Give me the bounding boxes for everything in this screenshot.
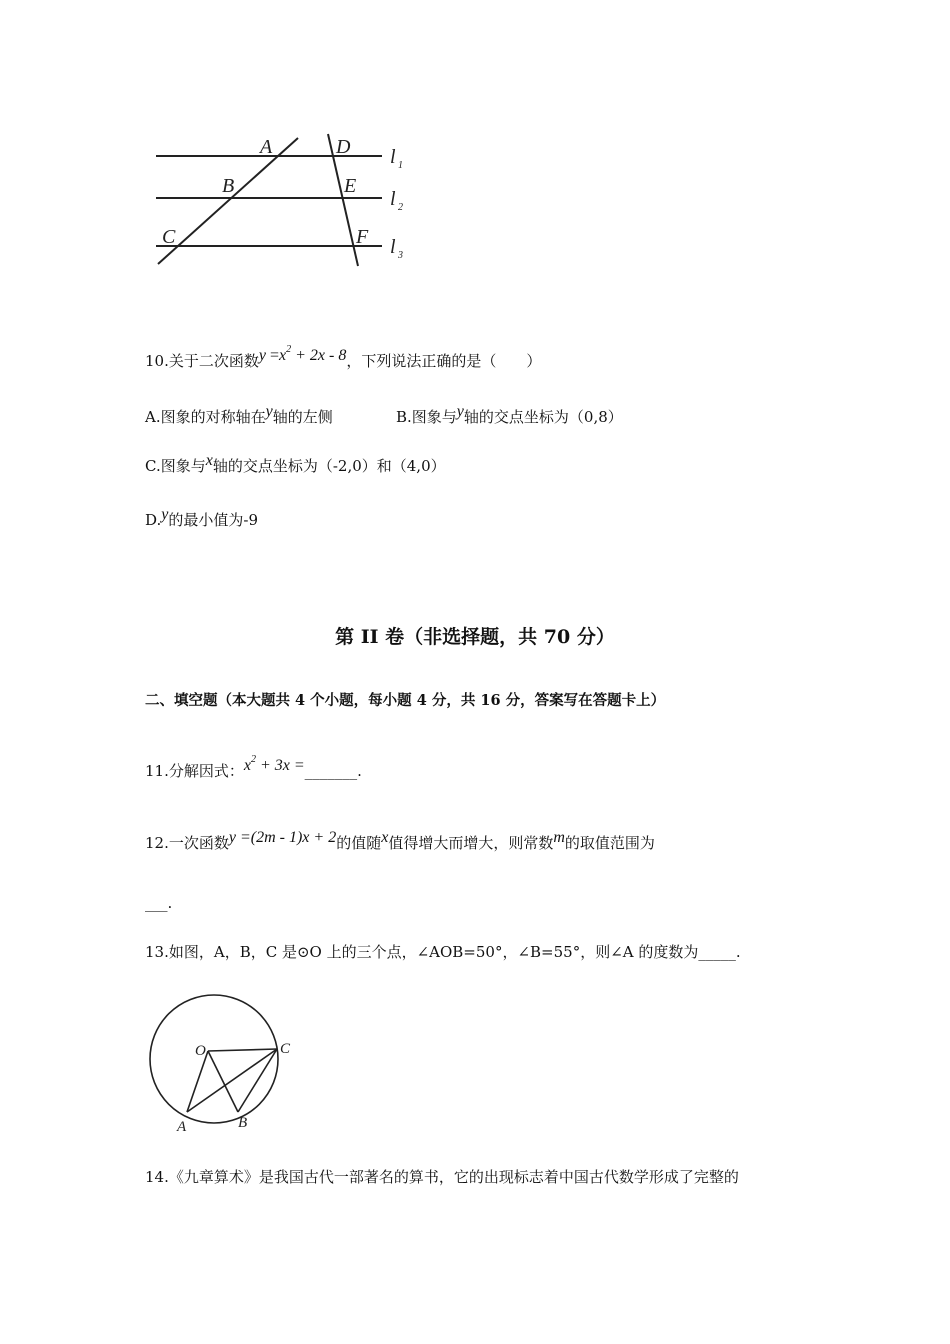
var-y: y <box>265 403 273 420</box>
circle-o <box>150 995 278 1123</box>
q10-option-b: B.图象与y轴的交点坐标为（0,8） <box>396 403 623 426</box>
q10-option-d: D.y的最小值为-9 <box>145 506 258 529</box>
label-A: A <box>177 1119 187 1135</box>
label-B: B <box>222 175 235 197</box>
q10-formula: $y =x^2 + 2x - 8$ <box>258 344 347 364</box>
segment-OA <box>187 1051 208 1112</box>
label-l3: l <box>390 236 396 258</box>
q11-blank: _______ <box>304 762 358 780</box>
q11: 11.分解因式：$x^2 + 3x$ =_______. <box>145 754 362 780</box>
var-x: x <box>205 452 213 469</box>
q10-suffix: ，下列说法正确的是（ ） <box>346 352 542 370</box>
part-title: 第 II 卷（非选择题，共 70 分） <box>335 626 615 648</box>
q13: 13.如图，A，B，C 是⊙O 上的三个点，∠AOB=50°，∠B=55°，则∠A 的度数为_____. <box>145 943 741 961</box>
label-A: A <box>260 136 273 158</box>
section-heading: 二、填空题（本大题共 4 个小题，每小题 4 分，共 16 分，答案写在答题卡上） <box>145 692 666 709</box>
var-y: y <box>161 506 169 523</box>
label-E: E <box>344 175 357 197</box>
parallel-lines-figure <box>150 130 420 270</box>
label-D: D <box>336 136 351 158</box>
var-y: y <box>456 403 464 420</box>
label-F: F <box>356 226 369 248</box>
q14: 14.《九章算术》是我国古代一部著名的算书，它的出现标志着中国古代数学形成了完整的 <box>145 1168 739 1186</box>
q10-stem <box>145 346 541 372</box>
q10-option-a: A.图象的对称轴在y轴的左侧 <box>145 403 333 426</box>
q12-blank: ___. <box>145 894 173 912</box>
label-O: O <box>195 1043 206 1059</box>
label-l1-sub: 1 <box>398 160 403 171</box>
label-l2-sub: 2 <box>398 202 403 213</box>
label-C: C <box>162 226 176 248</box>
label-l3-sub: 3 <box>398 250 403 261</box>
q12-formula: y =(2m - 1)x + 2 <box>228 829 337 846</box>
segment-OB <box>208 1051 238 1112</box>
q12: 12.一次函数y =(2m - 1)x + 2的值随x值得增大而增大，则常数m的取值范围为 <box>145 829 655 852</box>
q10-prefix: 10.关于二次函数 <box>145 352 259 370</box>
q10-option-c: C.图象与x轴的交点坐标为（-2,0）和（4,0） <box>145 452 446 475</box>
label-C: C <box>280 1041 291 1057</box>
circle-figure <box>140 985 310 1135</box>
segment-BC <box>238 1049 277 1112</box>
label-l2: l <box>390 188 396 210</box>
label-l1: l <box>390 146 396 168</box>
label-B: B <box>238 1115 248 1131</box>
segment-OC <box>208 1049 277 1051</box>
q11-formula: $x^2 + 3x$ = <box>243 754 305 774</box>
var-m: m <box>553 829 565 846</box>
var-x: x <box>381 829 389 846</box>
